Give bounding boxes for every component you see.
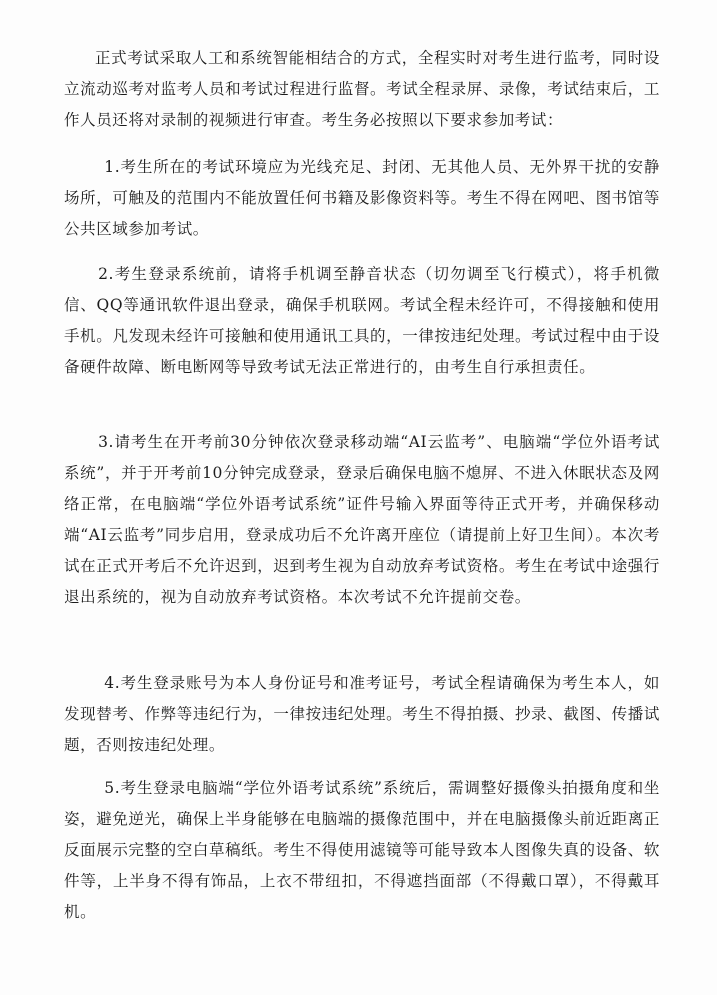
rule-4-paragraph: 4.考生登录账号为本人身份证号和准考证号，考试全程请确保为考生本人，如发现替考、作弊等违纪行为，一律按违纪处理。考生不得拍摄、抄录、截图、传播试题，否则按违纪处理。 (64, 674, 660, 754)
rule-2-paragraph: 2.考生登录系统前，请将手机调至静音状态（切勿调至飞行模式），将手机微信、QQ等通讯软件退出登录，确保手机联网。考试全程未经许可，不得接触和使用手机。凡发现未经许可接触和使用通讯工具的，一律按违纪处理。考试过程中由于设备硬件故障、断电断网等导致考试无法正常进行的，由考生自行承担责任。 (64, 265, 660, 376)
intro-paragraph: 正式考试采取人工和系统智能相结合的方式，全程实时对考生进行监考，同时设立流动巡考对监考人员和考试过程进行监督。考试全程录屏、录像，考试结束后，工作人员还将对录制的视频进行审查。考生务必按照以下要求参加考试： (64, 49, 660, 129)
rule-3-paragraph: 3.请考生在开考前30分钟依次登录移动端“AI云监考”、电脑端“学位外语考试系统”，并于开考前10分钟完成登录，登录后确保电脑不熄屏、不进入休眠状态及网络正常，在电脑端“学位外语考试系统”证件号输入界面等待正式开考，并确保移动端“AI云监考”同步启用，登录成功后不允许离开座位（请提前上好卫生间）。本次考试在正式开考后不允许迟到，迟到考生视为自动放弃考试资格。考生在考试中途强行退出系统的，视为自动放弃考试资格。本次考试不允许提前交卷。 (64, 433, 660, 606)
rule-5-paragraph: 5.考生登录电脑端“学位外语考试系统”系统后，需调整好摄像头拍摄角度和坐姿，避免逆光，确保上半身能够在电脑端的摄像范围中，并在电脑摄像头前近距离正反面展示完整的空白草稿纸。考生不得使用滤镜等可能导致本人图像失真的设备、软件等，上半身不得有饰品，上衣不带纽扣，不得遮挡面部（不得戴口罩），不得戴耳机。 (64, 779, 660, 921)
rule-1-paragraph: 1.考生所在的考试环境应为光线充足、封闭、无其他人员、无外界干扰的安静场所，可触及的范围内不能放置任何书籍及影像资料等。考生不得在网吧、图书馆等公共区域参加考试。 (64, 158, 660, 238)
